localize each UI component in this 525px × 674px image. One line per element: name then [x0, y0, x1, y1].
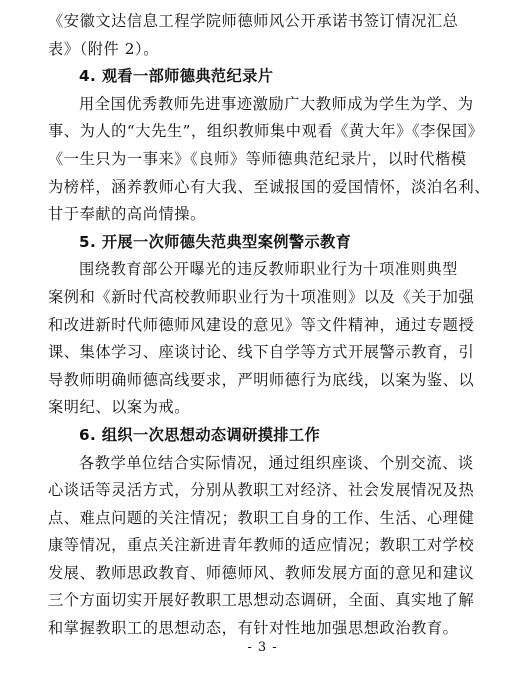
paragraph-line: 和改进新时代师德师风建设的意见》等文件精神，通过专题授 — [48, 315, 475, 334]
page-number: - 3 - — [247, 640, 278, 655]
paragraph-line: 案例和《新时代高校教师职业行为十项准则》以及《关于加强 — [48, 287, 475, 306]
paragraph-line: 案明纪、以案为戒。 — [48, 398, 191, 417]
document-body — [48, 8, 491, 643]
paragraph-line: 发展、教师思政教育、师德师风、教师发展方面的意见和建议 — [48, 563, 475, 582]
paragraph-line: 和掌握教职工的思想动态，有针对性地加强思想政治教育。 — [48, 619, 459, 638]
paragraph-line: 事、为人的“大先生”，组织教师集中观看《黄大年》《李保国》 — [48, 122, 484, 141]
paragraph-line: 《一生只为一事来》《良师》等师德典范纪录片，以时代楷模 — [48, 149, 467, 168]
paragraph-line: 《安徽文达信息工程学院师德师风公开承诺书签订情况汇总 — [48, 12, 459, 30]
paragraph-line: 用全国优秀教师先进事迹激励广大教师成为学生为学、为 — [79, 94, 474, 113]
section-heading: 5. 开展一次师德失范典型案例警示教育 — [79, 232, 352, 251]
paragraph-line: 甘于奉献的高尚情操。 — [48, 205, 206, 224]
paragraph-line: 表》（附件 2）。 — [48, 39, 160, 58]
paragraph-line: 点、难点问题的关注情况；教职工自身的工作、生活、心理健 — [48, 508, 475, 527]
paragraph-line: 心谈话等灵活方式，分别从教职工对经济、社会发展情况及热 — [48, 481, 475, 500]
section-heading: 6. 组织一次思想动态调研摸排工作 — [79, 425, 321, 444]
paragraph-line: 康等情况，重点关注新进青年教师的适应情况；教职工对学校 — [48, 536, 475, 555]
paragraph-line: 导教师明确师德高线要求，严明师德行为底线，以案为鉴、以 — [48, 370, 475, 389]
paragraph-line: 三个方面切实开展好教职工思想动态调研，全面、真实地了解 — [48, 591, 475, 610]
paragraph-line: 围绕教育部公开曝光的违反教师职业行为十项准则典型 — [79, 260, 458, 279]
paragraph-line: 各教学单位结合实际情况，通过组织座谈、个别交流、谈 — [79, 453, 474, 472]
paragraph-line: 为榜样，涵养教师心有大我、至诚报国的爱国情怀，淡泊名利、 — [48, 177, 491, 196]
section-heading: 4. 观看一部师德典范纪录片 — [79, 67, 274, 86]
paragraph-line: 课、集体学习、座谈讨论、线下自学等方式开展警示教育，引 — [48, 343, 475, 362]
